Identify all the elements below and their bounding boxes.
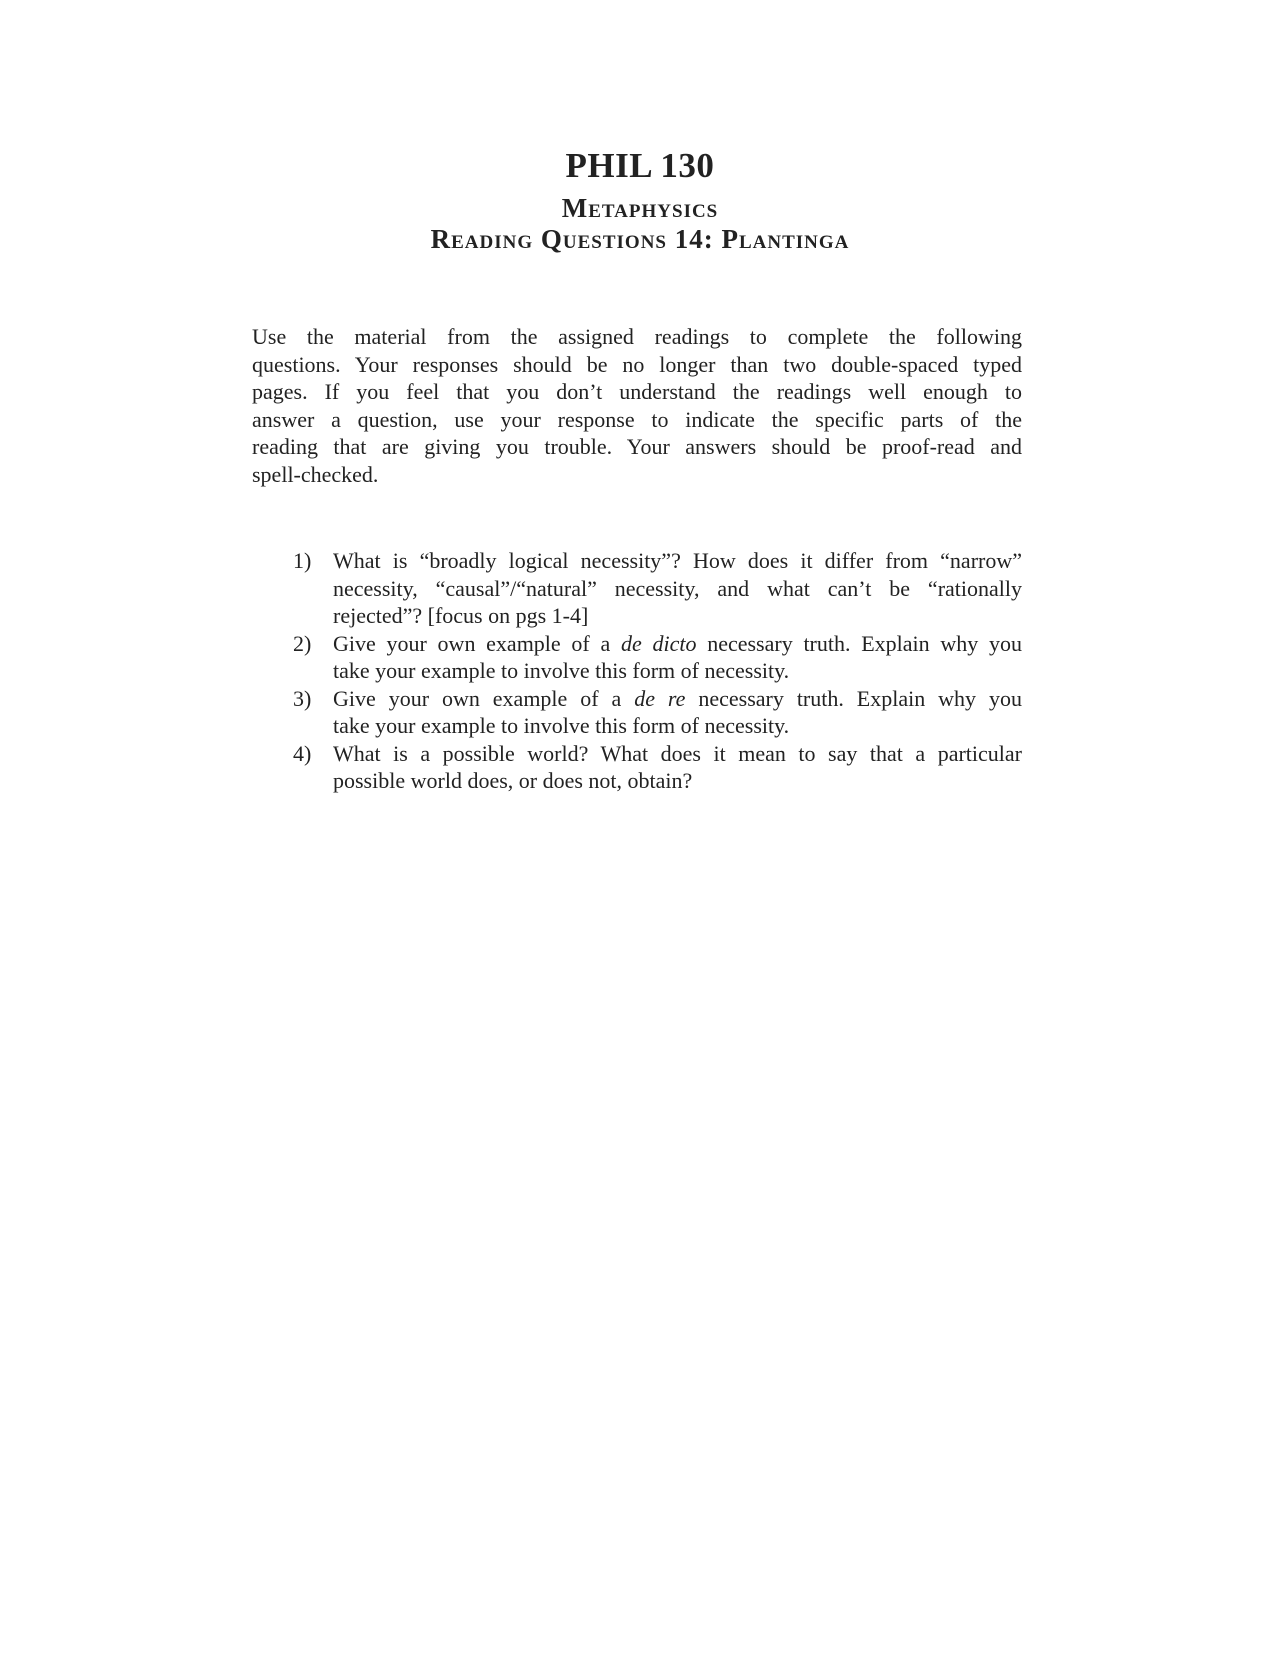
question-item: [293, 740, 1022, 795]
text-segment: What is “broadly logical necessity”? How does it differ from “narrow”: [333, 548, 1022, 573]
text-line: [333, 685, 1022, 713]
text-line: [252, 378, 1022, 406]
doc-title: Reading Questions 14: Plantinga: [430, 224, 850, 254]
text-line: [333, 740, 1022, 768]
text-line: [333, 767, 1022, 795]
question-number: 1): [293, 548, 312, 573]
text-segment: possible world does, or does not, obtain?: [333, 768, 693, 793]
text-line: [252, 461, 1022, 489]
text-segment: necessary truth. Explain why you: [685, 685, 1022, 711]
text-line: [333, 575, 1022, 603]
question-number: 3): [293, 685, 312, 711]
text-segment: necessary truth. Explain why you: [696, 630, 1022, 656]
text-segment: take your example to involve this form of necessity.: [333, 658, 790, 683]
text-line: [252, 406, 1022, 434]
course-title: Metaphysics: [561, 193, 719, 223]
text-line: [252, 351, 1022, 379]
latin-phrase: de re: [634, 685, 686, 711]
text-line: [252, 323, 1022, 351]
course-code-title: PHIL 130: [565, 146, 715, 185]
question-item: [293, 547, 1022, 630]
text-segment: rejected”? [focus on pgs 1-4]: [333, 603, 589, 628]
latin-phrase: de dicto: [620, 630, 697, 656]
question-text: [333, 630, 1022, 685]
text-segment: What is a possible world? What does it mean to say that a particular: [333, 740, 1022, 766]
question-item: [293, 630, 1022, 685]
text-line: [333, 602, 1022, 630]
text-segment: Give your own example of a: [333, 630, 621, 656]
text-line: [333, 547, 1022, 575]
text-segment: answer a question, use your response to indicate the specific parts of the: [252, 406, 1022, 432]
text-line: [333, 712, 1022, 740]
question-number: 4): [293, 740, 312, 766]
text-line: [333, 630, 1022, 658]
questions-list: [293, 547, 1022, 795]
text-segment: take your example to involve this form of necessity.: [333, 713, 790, 738]
text-line: [333, 657, 1022, 685]
text-segment: necessity, “causal”/“natural” necessity, and what can’t be “rationally: [333, 575, 1022, 601]
text-segment: pages. If you feel that you don’t understand the readings well enough to: [252, 379, 1022, 404]
question-number: 2): [293, 630, 312, 656]
text-line: [252, 433, 1022, 461]
intro-paragraph: [252, 323, 1022, 488]
question-text: [333, 685, 1022, 740]
text-segment: questions. Your responses should be no longer than two double-spaced typed: [252, 351, 1022, 377]
text-segment: Give your own example of a: [333, 685, 635, 711]
text-segment: Use the material from the assigned readings to complete the following: [252, 324, 1022, 349]
question-text: [333, 740, 1022, 795]
text-segment: spell-checked.: [252, 461, 379, 487]
question-text: [333, 547, 1022, 630]
question-item: [293, 685, 1022, 740]
text-segment: reading that are giving you trouble. Your answers should be proof-read and: [252, 434, 1022, 459]
